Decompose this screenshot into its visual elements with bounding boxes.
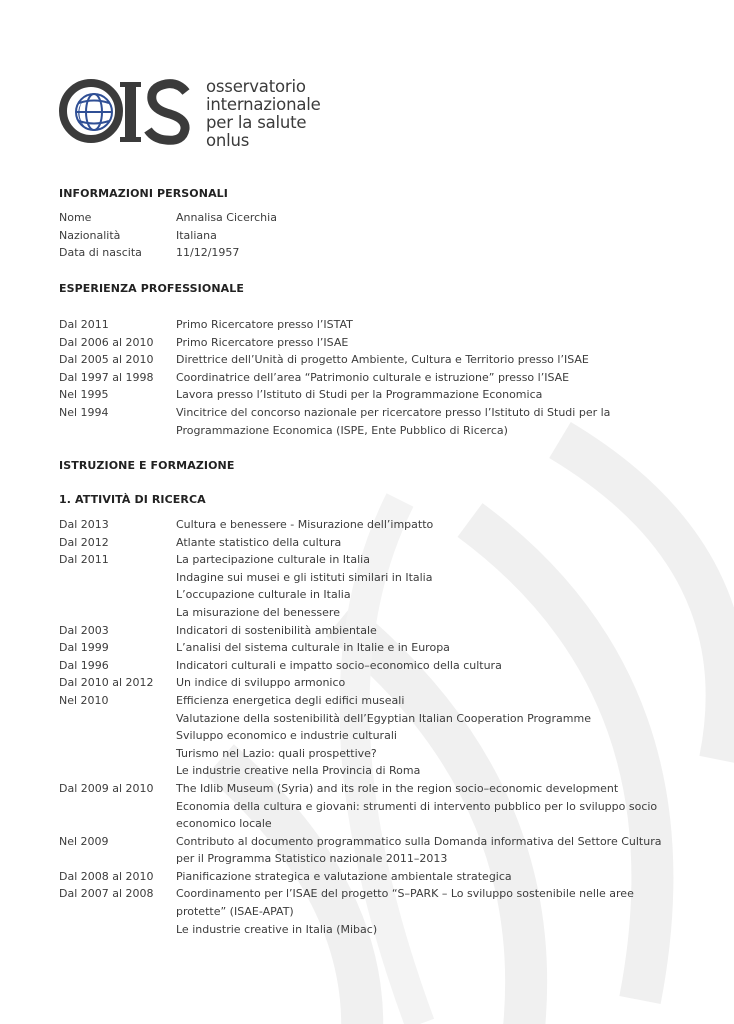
section-title-research: 1. ATTIVITÀ DI RICERCA (59, 493, 206, 506)
item-date (59, 569, 176, 587)
item-date (59, 762, 176, 780)
list-item (59, 551, 679, 569)
item-description: Primo Ricercatore presso l’ISTAT (176, 318, 353, 331)
item-date: Nome (59, 211, 92, 224)
list-item (59, 745, 679, 763)
list-item (59, 657, 679, 675)
item-date: Dal 2009 al 2010 (59, 781, 154, 795)
item-date: Dal 2013 (59, 518, 109, 531)
item-description: L’analisi del sistema culturale in Italie e in Europa (176, 641, 450, 655)
item-description: Contributo al documento programmatico sulla Domanda informativa del Settore Cultura per il Programma Statistico nazionale 2011–2013 (176, 834, 662, 866)
list-item (59, 885, 679, 920)
item-description: 11/12/1957 (176, 246, 240, 260)
item-description: Efficienza energetica degli edifici museali (176, 693, 405, 707)
item-date: Dal 2003 (59, 623, 109, 637)
item-date: Dal 1996 (59, 658, 109, 672)
item-description: L’occupazione culturale in Italia (176, 588, 351, 602)
item-date (59, 604, 176, 622)
list-item (59, 386, 679, 404)
list-item (59, 727, 679, 745)
item-description: Atlante statistico della cultura (176, 535, 342, 549)
item-description: Le industrie creative nella Provincia di Roma (176, 764, 421, 778)
item-description: Turismo nel Lazio: quali prospettive? (176, 746, 377, 760)
item-date: Dal 1997 al 1998 (59, 370, 154, 384)
item-date: Dal 2012 (59, 535, 109, 549)
list-item (59, 798, 679, 833)
list-item (59, 534, 679, 552)
item-description: The Idlib Museum (Syria) and its role in the region socio–economic development (176, 781, 619, 795)
item-description: Economia della cultura e giovani: strumenti di intervento pubblico per lo sviluppo socio economico locale (176, 799, 658, 831)
item-description: Indicatori culturali e impatto socio–economico della cultura (176, 658, 502, 672)
list-item (59, 833, 679, 868)
logo-text-line: onlus (206, 131, 250, 150)
item-date: Dal 2011 (59, 318, 109, 331)
item-description: Cultura e benessere - Misurazione dell’impatto (176, 518, 434, 531)
globe-icon (76, 94, 112, 130)
item-description: Indagine sui musei e gli istituti similari in Italia (176, 570, 433, 584)
list-item (59, 674, 679, 692)
list-item (59, 710, 679, 728)
item-date: Nazionalità (59, 228, 121, 242)
item-description: Sviluppo economico e industrie culturali (176, 729, 397, 743)
logo-wordmark (206, 78, 321, 150)
list-item (59, 569, 679, 587)
experience-list (59, 316, 679, 439)
item-date: Nel 2010 (59, 693, 109, 707)
list-item (59, 868, 679, 886)
logo-text-line: per la salute (206, 113, 307, 132)
item-date: Nel 2009 (59, 834, 109, 848)
item-description: Pianificazione strategica e valutazione ambientale strategica (176, 869, 512, 883)
item-date (59, 745, 176, 763)
item-description: Coordinamento per l’ISAE del progetto “S–PARK – Lo sviluppo sostenibile nelle aree protette” (ISAE-APAT) (176, 887, 634, 919)
section-title-personal: INFORMAZIONI PERSONALI (59, 187, 228, 200)
list-item (59, 369, 679, 387)
list-item (59, 244, 679, 262)
list-item (59, 209, 679, 227)
list-item (59, 404, 679, 439)
item-description: La misurazione del benessere (176, 605, 340, 619)
item-description: Un indice di sviluppo armonico (176, 676, 346, 690)
item-date: Nel 1994 (59, 405, 109, 419)
item-description: Le industrie creative in Italia (Mibac) (176, 922, 378, 936)
item-date: Dal 2010 al 2012 (59, 676, 154, 690)
list-item (59, 316, 679, 334)
item-date: Dal 2007 al 2008 (59, 887, 154, 901)
list-item (59, 227, 679, 245)
item-description: Primo Ricercatore presso l’ISAE (176, 335, 349, 349)
item-description: Vincitrice del concorso nazionale per ricercatore presso l’Istituto di Studi per la Programmazione Economica (ISPE, Ente Pubblico di Ricerca) (176, 405, 611, 437)
list-item (59, 780, 679, 798)
item-description: Italiana (176, 228, 217, 242)
item-date: Dal 2005 al 2010 (59, 353, 154, 367)
section-title-education: ISTRUZIONE E FORMAZIONE (59, 459, 235, 472)
item-date (59, 921, 176, 939)
item-description: Direttrice dell’Unità di progetto Ambiente, Cultura e Territorio presso l’ISAE (176, 353, 589, 367)
list-item (59, 622, 679, 640)
logo-text-line: internazionale (206, 95, 321, 114)
personal-info-list (59, 209, 679, 262)
list-item (59, 639, 679, 657)
list-item (59, 516, 679, 534)
list-item (59, 351, 679, 369)
research-list (59, 516, 679, 938)
list-item (59, 604, 679, 622)
item-date (59, 710, 176, 728)
item-date: Dal 2008 al 2010 (59, 869, 154, 883)
item-date: Dal 2011 (59, 553, 109, 567)
item-date (59, 727, 176, 745)
item-description: Indicatori di sostenibilità ambientale (176, 623, 377, 637)
item-description: Annalisa Cicerchia (176, 211, 277, 224)
item-description: La partecipazione culturale in Italia (176, 553, 370, 567)
section-title-experience: ESPERIENZA PROFESSIONALE (59, 282, 244, 295)
list-item (59, 586, 679, 604)
item-date (59, 798, 176, 833)
item-date: Dal 2006 al 2010 (59, 335, 154, 349)
item-date: Data di nascita (59, 246, 142, 260)
logo-text-line: osservatorio (206, 77, 306, 96)
item-date: Nel 1995 (59, 388, 109, 402)
item-description: Coordinatrice dell’area “Patrimonio culturale e istruzione” presso l’ISAE (176, 370, 570, 384)
list-item (59, 692, 679, 710)
item-date (59, 586, 176, 604)
list-item (59, 762, 679, 780)
item-description: Lavora presso l’Istituto di Studi per la Programmazione Economica (176, 388, 543, 402)
list-item (59, 921, 679, 939)
item-description: Valutazione della sostenibilità dell’Egyptian Italian Cooperation Programme (176, 711, 591, 725)
item-date: Dal 1999 (59, 641, 109, 655)
list-item (59, 334, 679, 352)
